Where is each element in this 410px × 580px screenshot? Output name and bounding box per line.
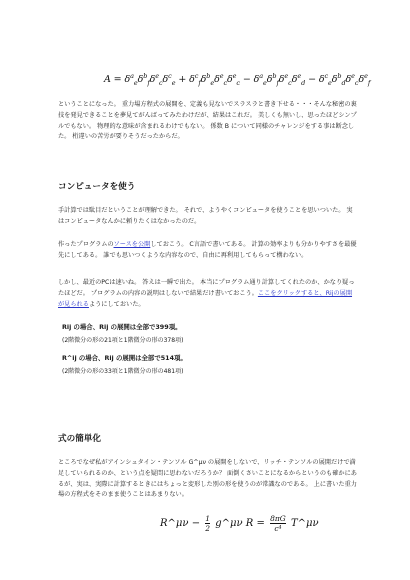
equation-coefficient-a: $A = \delta^a_e\delta^b_f\delta^e_c\delta^c_e + \delta^c_f\delta^b_e\delta^e_c\delta^e_c - \delta^a_e\delta^b_f\delta^e_c\delta^e_d - \delta^c_e\delta^b_d\delta^e_c\delta^e_f$ <box>104 72 371 88</box>
result-2-title: R^ij の場合、Rij の展開は全部で514項。 <box>62 354 187 362</box>
eq-equals: = <box>256 518 265 529</box>
eq-half-den: 2 <box>205 524 211 533</box>
source-code-link[interactable]: ソースを公開 <box>113 241 151 248</box>
eq-rhs-term: T^μν <box>290 518 319 529</box>
p3-after: ようにしておいた。 <box>88 300 145 308</box>
field-equation <box>160 514 319 533</box>
computer-paragraph-1: 手計算では駄目だということが理解できた。 それで、ようやくコンピュータを使うことを思いついた。 実はコンピュータなんかに頼りたくはなかったのだ。 <box>58 207 353 225</box>
eq-lhs: R^μν <box>160 518 189 529</box>
simplify-paragraph: ところでなぜ私がアインシュタイン・テンソル G^μν の展開をしないで、リッチ・テンソルの展開だけで満足していられるのか、という点を疑問に思わないだろうか？ 面倒くさいことになるからというのも確かにあるが、実は、実際に計算するときにはちょっと変形した別の形を使うのが常識なのである。 上に書いた重力場の方程式をそのまま使うことはあまりない。 <box>58 459 357 499</box>
eq-coupling-fraction <box>270 514 286 533</box>
computer-section-heading: コンピュータを使う <box>58 182 136 192</box>
computer-paragraph-3 <box>58 278 358 310</box>
result-2-subtitle: (2階微分の形の33項と1階微分の形の481項) <box>62 368 184 375</box>
intro-paragraph: ということになった。 重力場方程式の展開を、定義も見ないでスラスラと書き下せる・・・そんな秘密の裏技を発見できることを夢見てがんばってみたわけだが、結果はこれだ。 美しくも無いし、思ったほどシンプルでもない。 物理的な意味が含まれるわけでもない。 係数 B について同様のチャレンジをする事は断念した。 桁違いの苦労が要りそうだったからだ。 <box>58 101 357 141</box>
eq-half-num: 1 <box>205 514 211 523</box>
expansion-link[interactable]: ここをクリックすると、Rijの展開が見られる <box>58 289 353 308</box>
p2-after: しておこう。 C言語で書いてある。 計算の効率よりも分かりやすさを最優先にしてある。 誰でも思いつくような内容なので、自由に再利用してもらって構わない。 <box>58 241 357 259</box>
result-1-title: Rij の場合、Rij の展開は全部で399項。 <box>62 323 182 331</box>
eq-g-term: g^μν R <box>215 518 254 529</box>
eq-coupling-den: c⁴ <box>274 524 282 533</box>
eq-half-fraction <box>205 514 210 533</box>
p2-before: 作ったプログラムの <box>58 241 114 248</box>
eq-minus: − <box>191 518 201 529</box>
result-1-subtitle: (2階微分の形の21項と1階微分の形の378項) <box>62 337 184 344</box>
computer-paragraph-2 <box>58 240 358 262</box>
eq-coupling-num: 8πG <box>270 514 286 523</box>
simplify-section-heading: 式の簡単化 <box>58 434 101 444</box>
p3-before: しかし、最近のPCは速いね。 答えは一瞬で出た。 本当にプログラム通り計算してくれたのか、かなり疑ったほどだ。 プログラムの内容の説明はしないで結果だけ書いておこう。 <box>58 279 355 297</box>
